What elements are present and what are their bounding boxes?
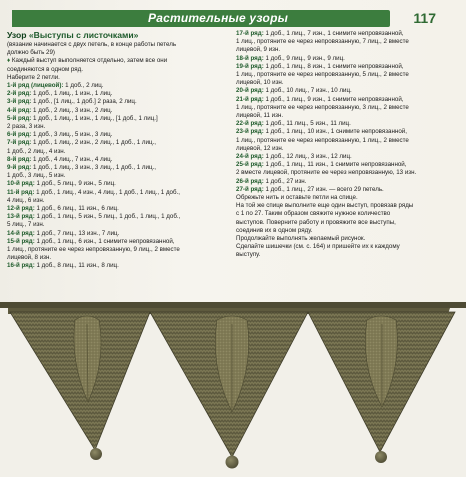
closing-line: Обрежьте нить и оставьте петли на спице. <box>236 194 358 202</box>
row-text: 1 доб., 1 лиц., 1 изн., 1 лиц. <box>31 90 113 98</box>
row-instruction <box>236 186 454 194</box>
row-text: лицевой, 12 изн. <box>236 144 284 152</box>
row-instruction <box>7 254 229 262</box>
row-instruction <box>236 79 454 87</box>
pattern-intro <box>7 41 229 57</box>
row-label: 27-й ряд: <box>236 185 264 193</box>
row-label: 11-й ряд: <box>7 188 35 196</box>
row-text: 1 доб., 8 лиц., 11 изн., 8 лиц. <box>34 262 119 270</box>
row-instruction <box>236 71 454 79</box>
row-text: 1 доб., 3 лиц., 5 изн. <box>7 172 66 180</box>
row-instruction <box>236 104 454 112</box>
row-label: 13-й ряд: <box>7 213 35 221</box>
row-instruction <box>236 96 454 104</box>
row-text: 1 доб., 1 лиц., 27 изн. — всего 29 петель. <box>263 185 384 193</box>
row-instruction <box>7 262 229 270</box>
row-text: 1 доб., 1 лиц., 8 изн., 1 снимите непровязанной, <box>263 62 404 70</box>
row-instruction <box>236 46 454 54</box>
row-instruction <box>7 189 229 197</box>
left-column <box>7 30 229 271</box>
row-text: 1 доб., 1 лиц., 9 изн., 1 снимите непровязанной, <box>263 95 404 103</box>
row-text: лицевой, 8 изн. <box>7 254 52 262</box>
row-text: 2 вместе лицевой, протяните ее через непровязанную, 13 изн. <box>236 169 417 177</box>
row-text: 1 лиц., протяните ее через непровязанную, 5 лиц., 2 вместе <box>236 71 409 79</box>
row-text: 1 доб., 2 лиц., 3 изн., 2 лиц. <box>31 106 113 114</box>
row-instruction <box>7 180 229 188</box>
row-text: 1 доб., 11 лиц., 5 изн., 11 лиц. <box>263 120 351 128</box>
note-line: Каждый выступ выполняется отдельно, затем все они <box>11 57 168 65</box>
closing-line: с 1 по 27. Таким образом свяжите нужное количество <box>236 210 391 218</box>
row-instruction <box>7 230 229 238</box>
row-instruction <box>7 172 229 180</box>
row-instruction <box>7 90 229 98</box>
row-instruction <box>236 137 454 145</box>
closing-line: соединив их в одном ряду. <box>236 226 313 234</box>
row-instructions-right <box>236 30 454 194</box>
row-label: 3-й ряд: <box>7 98 32 106</box>
row-text: 1 доб., 6 лиц., 11 изн., 6 лиц. <box>34 205 119 213</box>
row-instruction <box>236 87 454 95</box>
row-text: 2 раза, 3 изн. <box>7 123 46 131</box>
bullet-icon: ♦ <box>7 57 11 65</box>
row-text: 1 доб., 10 лиц., 7 изн., 10 лиц. <box>263 87 352 95</box>
row-instruction <box>236 153 454 161</box>
row-text: 1 доб., 1 лиц., 6 изн., 1 снимите непровязанной, <box>34 237 175 245</box>
row-instruction <box>236 112 454 120</box>
row-label: 15-й ряд: <box>7 237 35 245</box>
row-label: 8-й ряд: <box>7 155 32 163</box>
row-instruction <box>236 38 454 46</box>
row-text: 5 лиц., 7 изн. <box>7 221 45 229</box>
pattern-title <box>7 30 229 40</box>
row-text: 1 доб., 9 лиц., 9 изн., 9 лиц. <box>263 54 345 62</box>
row-label: 23-й ряд: <box>236 128 264 136</box>
row-label: 19-й ряд: <box>236 62 264 70</box>
row-text: 1 доб., 7 лиц., 13 изн., 7 лиц. <box>34 229 120 237</box>
closing-line: На той же спице выполните еще один выступ, провязав ряды <box>236 202 414 210</box>
row-label: 2-й ряд: <box>7 90 32 98</box>
closing-line: выступов. Поверните работу и провяжите все выступы, <box>236 218 396 226</box>
row-text: 1 доб., 4 лиц., 7 изн., 4 лиц. <box>31 155 113 163</box>
intro-line: (вязание начинается с двух петель, в конце работы петель <box>7 41 177 48</box>
closing-line: выступу. <box>236 251 261 259</box>
row-text: 1 доб., 12 лиц., 3 изн., 12 лиц. <box>263 153 352 161</box>
row-instruction <box>7 139 229 147</box>
row-instruction <box>7 205 229 213</box>
row-text: 1 доб., 3 лиц., 5 изн., 3 лиц. <box>31 131 113 139</box>
row-text: 1 лиц., протяните ее через непровязанную, 3 лиц., 2 вместе <box>236 103 409 111</box>
row-instruction <box>236 63 454 71</box>
row-label: 4-й ряд: <box>7 106 32 114</box>
row-instruction <box>7 221 229 229</box>
row-instruction <box>7 156 229 164</box>
closing-instructions <box>236 194 454 260</box>
row-text: 1 доб., 27 изн. <box>263 177 307 185</box>
row-label: 1-й ряд (лицевой): <box>7 82 64 90</box>
row-instruction <box>236 120 454 128</box>
row-text: 1 лиц., протяните ее через непровязанную, 7 лиц., 2 вместе <box>236 38 409 46</box>
row-instruction <box>7 131 229 139</box>
row-label: 9-й ряд: <box>7 164 32 172</box>
note-line: соединяются в одном ряд. <box>7 65 83 73</box>
row-text: 1 доб., [1 лиц., 1 доб.] 2 раза, 2 лиц. <box>31 98 137 106</box>
row-text: 1 доб., 1 лиц., 10 изн., 1 снимите непровязанной, <box>263 128 407 136</box>
bobble <box>90 448 102 460</box>
row-label: 20-й ряд: <box>236 87 264 95</box>
row-text: 1 доб., 1 лиц., 11 изн., 1 снимите непровязанной, <box>263 161 407 169</box>
row-instruction <box>236 128 454 136</box>
intro-line: должно быть 29) <box>7 49 55 57</box>
row-text: 1 доб., 2 лиц., 4 изн. <box>7 147 66 155</box>
cast-on-instruction: Наберите 2 петли. <box>7 73 60 81</box>
row-text: 1 лиц., протяните ее через непровязанную, 1 лиц., 2 вместе <box>236 136 409 144</box>
row-text: 1 доб., 1 лиц., 2 изн., 2 лиц., 1 доб., 1 лиц., <box>31 139 156 147</box>
row-label: 6-й ряд: <box>7 131 32 139</box>
row-label: 18-й ряд: <box>236 54 264 62</box>
row-label: 10-й ряд: <box>7 180 35 188</box>
section-title: Растительные узоры <box>148 11 289 25</box>
row-instruction <box>7 123 229 131</box>
row-text: лицевой, 10 изн. <box>236 79 284 87</box>
row-instructions-left <box>7 82 229 271</box>
pattern-title-name: «Выступы с листочками» <box>28 30 139 40</box>
row-label: 7-й ряд: <box>7 139 32 147</box>
row-instruction <box>7 107 229 115</box>
row-label: 24-й ряд: <box>236 153 264 161</box>
row-instruction <box>236 161 454 169</box>
row-instruction <box>236 178 454 186</box>
closing-line: Продолжайте выполнять желаемый рисунок. <box>236 235 366 243</box>
row-text: 1 доб., 1 лиц., 7 изн., 1 снимите непровязанной, <box>263 30 404 37</box>
row-text: 1 доб., 1 лиц., 4 изн., 4 лиц., 1 доб., 1 лиц., 1 доб., <box>34 188 180 196</box>
row-text: 1 доб., 1 лиц., 3 изн., 3 лиц., 1 доб., 1 лиц., <box>31 164 156 172</box>
row-instruction <box>7 213 229 221</box>
row-label: 16-й ряд: <box>7 262 35 270</box>
row-text: 1 доб., 5 лиц., 9 изн., 5 лиц. <box>34 180 116 188</box>
row-instruction <box>7 246 229 254</box>
row-label: 14-й ряд: <box>7 229 35 237</box>
knitted-sample-photo <box>0 302 466 477</box>
row-instruction <box>7 148 229 156</box>
row-instruction <box>7 238 229 246</box>
row-instruction <box>7 164 229 172</box>
pattern-note <box>7 57 229 73</box>
page-header <box>0 10 466 27</box>
row-instruction <box>236 30 454 38</box>
row-label: 26-й ряд: <box>236 177 264 185</box>
row-text: 1 доб., 1 лиц., 5 изн., 5 лиц., 1 доб., 1 лиц., 1 доб., <box>34 213 181 221</box>
pattern-title-prefix: Узор <box>7 30 27 40</box>
row-text: лицевой, 9 изн. <box>236 46 281 54</box>
row-label: 21-й ряд: <box>236 95 264 103</box>
row-instruction <box>7 98 229 106</box>
knitted-band <box>0 302 466 308</box>
row-label: 12-й ряд: <box>7 205 35 213</box>
row-instruction <box>236 169 454 177</box>
row-text: 4 лиц., 6 изн. <box>7 196 45 204</box>
row-text: 1 доб., 2 лиц. <box>63 82 104 90</box>
page-number: 117 <box>413 10 436 26</box>
row-text: лицевой, 11 изн. <box>236 112 284 120</box>
row-text: 1 лиц., протяните ее через непровязанную, 9 лиц., 2 вместе <box>7 246 180 254</box>
row-instruction <box>236 55 454 63</box>
row-instruction <box>7 197 229 205</box>
row-label: 17-й ряд: <box>236 30 264 37</box>
row-instruction <box>7 82 229 90</box>
bobble <box>375 451 387 463</box>
row-text: 1 доб., 1 лиц., 1 изн., 1 лиц., [1 доб., 1 лиц.] <box>31 114 158 122</box>
row-instruction <box>236 145 454 153</box>
row-label: 25-й ряд: <box>236 161 264 169</box>
closing-line: Сделайте шишечки (см. с. 164) и пришейте их к каждому <box>236 243 400 251</box>
row-label: 22-й ряд: <box>236 120 264 128</box>
bobble <box>226 456 239 469</box>
row-instruction <box>7 115 229 123</box>
row-label: 5-й ряд: <box>7 114 32 122</box>
right-column <box>236 30 454 260</box>
